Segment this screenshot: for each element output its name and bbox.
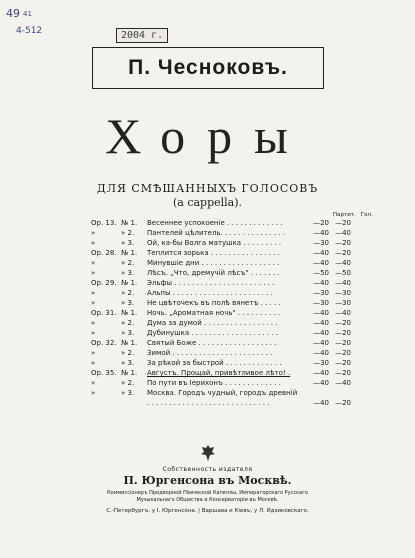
work-title: Дубинушка . . . . . . . . . . . . . . . . . . . .: [147, 329, 279, 337]
work-number: [121, 398, 147, 408]
work-row: [91, 398, 353, 408]
composer-name: П. Чесноковъ.: [128, 56, 288, 79]
work-price-partitura: —30: [313, 299, 329, 307]
work-title: По пути въ Іерихонъ . . . . . . . . . . . . .: [147, 379, 281, 387]
work-price-voices: —50: [335, 269, 351, 277]
work-price-partitura: —30: [313, 289, 329, 297]
work-title: Августъ. Прощай, привѣтливое лѣто! .: [147, 369, 291, 377]
work-price-partitura: —30: [313, 359, 329, 367]
work-opus: Ор. 13.: [91, 219, 117, 227]
work-opus: »: [91, 269, 96, 277]
work-row: [91, 288, 353, 298]
work-price-partitura: —40: [313, 369, 329, 377]
work-number: № 1.: [121, 369, 138, 377]
work-price-partitura: —40: [313, 339, 329, 347]
work-price-partitura: —40: [313, 399, 329, 407]
work-row: [91, 358, 353, 368]
work-row: [91, 228, 353, 238]
work-row: [91, 338, 353, 348]
work-number: » 3.: [121, 389, 135, 397]
work-title: Ночь. „Ароматная ночь" . . . . . . . . . .: [147, 309, 281, 317]
scoring-note: (а cappella).: [172, 196, 243, 209]
work-number: » 3.: [121, 299, 135, 307]
work-number: » 2.: [121, 229, 135, 237]
work-price-voices: —20: [335, 339, 351, 347]
work-row: [91, 278, 353, 288]
handwritten-catalog-number: 4-512: [16, 26, 43, 36]
work-price-partitura: [307, 388, 329, 398]
work-row: [91, 248, 353, 258]
work-number: » 3.: [121, 239, 135, 247]
work-title: Лѣсъ. „Что, дремучій лѣсъ" . . . . . . .: [147, 269, 280, 277]
work-number: » 3.: [121, 359, 135, 367]
work-opus: »: [91, 329, 96, 337]
work-title: За рѣкой за быстрой . . . . . . . . . . . . .: [147, 359, 282, 367]
publisher-name: П. Юргенсона въ Москвѣ.: [123, 474, 292, 487]
work-title: . . . . . . . . . . . . . . . . . . . . . . . . . . . .: [147, 399, 270, 407]
publisher-cities: С.-Петербургъ, у I. Юргенсона. | Варшава и Кіевъ, у Л. Идзиковскаго.: [106, 508, 309, 514]
handwritten-shelf-mark: [6, 9, 32, 19]
work-price-partitura: —40: [313, 229, 329, 237]
work-row: [91, 328, 353, 338]
work-opus: »: [91, 239, 96, 247]
work-price-partitura: —40: [313, 329, 329, 337]
work-price-partitura: —40: [313, 319, 329, 327]
work-opus: »: [91, 259, 96, 267]
work-number: № 1.: [121, 279, 138, 287]
work-price-voices: —40: [335, 229, 351, 237]
work-price-partitura: —20: [313, 219, 329, 227]
work-number: № 1.: [121, 249, 138, 257]
work-number: » 2.: [121, 349, 135, 357]
work-title: Минувшіе дни . . . . . . . . . . . . . . . . . .: [147, 259, 280, 267]
work-row: [91, 268, 353, 278]
work-number: » 3.: [121, 269, 135, 277]
work-title: Теплится зорька . . . . . . . . . . . . . . . .: [147, 249, 280, 257]
composer-frame: [92, 47, 324, 89]
work-title: Дума за думой . . . . . . . . . . . . . . . . .: [147, 319, 278, 327]
work-row: [91, 318, 353, 328]
double-headed-eagle-icon: [200, 444, 216, 462]
work-row: [91, 298, 353, 308]
work-row: [91, 258, 353, 268]
work-price-voices: [329, 388, 351, 398]
work-opus: Ор. 35.: [91, 369, 117, 377]
work-price-partitura: —30: [313, 239, 329, 247]
work-row: [91, 238, 353, 248]
work-price-partitura: —40: [313, 249, 329, 257]
work-title: Эльфы . . . . . . . . . . . . . . . . . . . . . . .: [147, 279, 275, 287]
work-title: Святый Боже . . . . . . . . . . . . . . . . . .: [147, 339, 277, 347]
works-list: [91, 218, 353, 408]
work-price-voices: —30: [335, 289, 351, 297]
publisher-label: Собственность издателя: [162, 466, 253, 473]
work-price-voices: —40: [335, 259, 351, 267]
work-row: [91, 348, 353, 358]
work-price-voices: —20: [335, 249, 351, 257]
work-row: [91, 368, 353, 378]
work-number: » 2.: [121, 379, 135, 387]
shelf-mark-superscript: 41: [23, 10, 32, 18]
work-opus: »: [91, 389, 96, 397]
column-voices: Гол.: [360, 212, 373, 218]
work-opus: Ор. 29.: [91, 279, 117, 287]
work-title: Зимой . . . . . . . . . . . . . . . . . . . . . . .: [147, 349, 273, 357]
work-number: № 1.: [121, 339, 138, 347]
shelf-mark-number: 49: [6, 7, 20, 20]
work-title: Пантелей цѣлитель. . . . . . . . . . . . . . .: [147, 229, 286, 237]
work-number: » 2.: [121, 259, 135, 267]
work-opus: Ор. 32.: [91, 339, 117, 347]
subtitle: ДЛЯ СМѢШАННЫХЪ ГОЛОСОВЪ: [96, 182, 319, 195]
work-price-voices: —20: [335, 239, 351, 247]
work-opus: »: [91, 379, 96, 387]
work-opus: Ор. 28.: [91, 249, 117, 257]
work-price-partitura: —40: [313, 349, 329, 357]
work-price-voices: —20: [335, 349, 351, 357]
year-stamp: 2004 г.: [116, 28, 168, 43]
work-price-voices: —40: [335, 309, 351, 317]
work-opus: »: [91, 359, 96, 367]
work-price-voices: —40: [335, 379, 351, 387]
work-row: [91, 308, 353, 318]
work-title: Весеннее успокоеніе . . . . . . . . . . . . .: [147, 219, 283, 227]
work-number: № 1.: [121, 219, 138, 227]
work-price-voices: —40: [335, 279, 351, 287]
work-price-partitura: —40: [313, 379, 329, 387]
work-price-voices: —20: [335, 399, 351, 407]
work-opus: »: [91, 319, 96, 327]
work-row: [91, 378, 353, 388]
work-price-voices: —20: [335, 319, 351, 327]
work-title: Москва. Городъ чудный, городъ древній: [147, 389, 298, 397]
work-opus: »: [91, 299, 96, 307]
publisher-description: Коммиссіонеръ Придворной Пѣвческой Капеллы, Императорскаго Русскаго Музыкальнаго Общества и Консерваторіи въ Москвѣ.: [107, 490, 308, 503]
work-opus: Ор. 31.: [91, 309, 117, 317]
work-opus: »: [91, 289, 96, 297]
work-price-partitura: —50: [313, 269, 329, 277]
work-title: Альпы . . . . . . . . . . . . . . . . . . . . . . .: [147, 289, 273, 297]
work-price-voices: —20: [335, 369, 351, 377]
work-price-voices: —20: [335, 219, 351, 227]
work-title: Не цвѣточекъ въ полѣ вянетъ . . . . .: [147, 299, 281, 307]
work-price-voices: —20: [335, 359, 351, 367]
work-number: » 2.: [121, 289, 135, 297]
work-row: [91, 218, 353, 228]
column-partitura: Партит.: [333, 212, 356, 218]
work-price-voices: —20: [335, 329, 351, 337]
work-opus: [91, 398, 121, 408]
work-price-partitura: —40: [313, 279, 329, 287]
work-title: Ой, ка-бы Волга матушка . . . . . . . . .: [147, 239, 282, 247]
work-price-partitura: —40: [313, 309, 329, 317]
work-number: » 3.: [121, 329, 135, 337]
work-row: [91, 388, 353, 398]
work-number: » 2.: [121, 319, 135, 327]
work-price-partitura: —40: [313, 259, 329, 267]
work-opus: »: [91, 229, 96, 237]
work-price-voices: —30: [335, 299, 351, 307]
page-title: Хоры: [105, 108, 310, 164]
work-opus: »: [91, 349, 96, 357]
work-number: № 1.: [121, 309, 138, 317]
